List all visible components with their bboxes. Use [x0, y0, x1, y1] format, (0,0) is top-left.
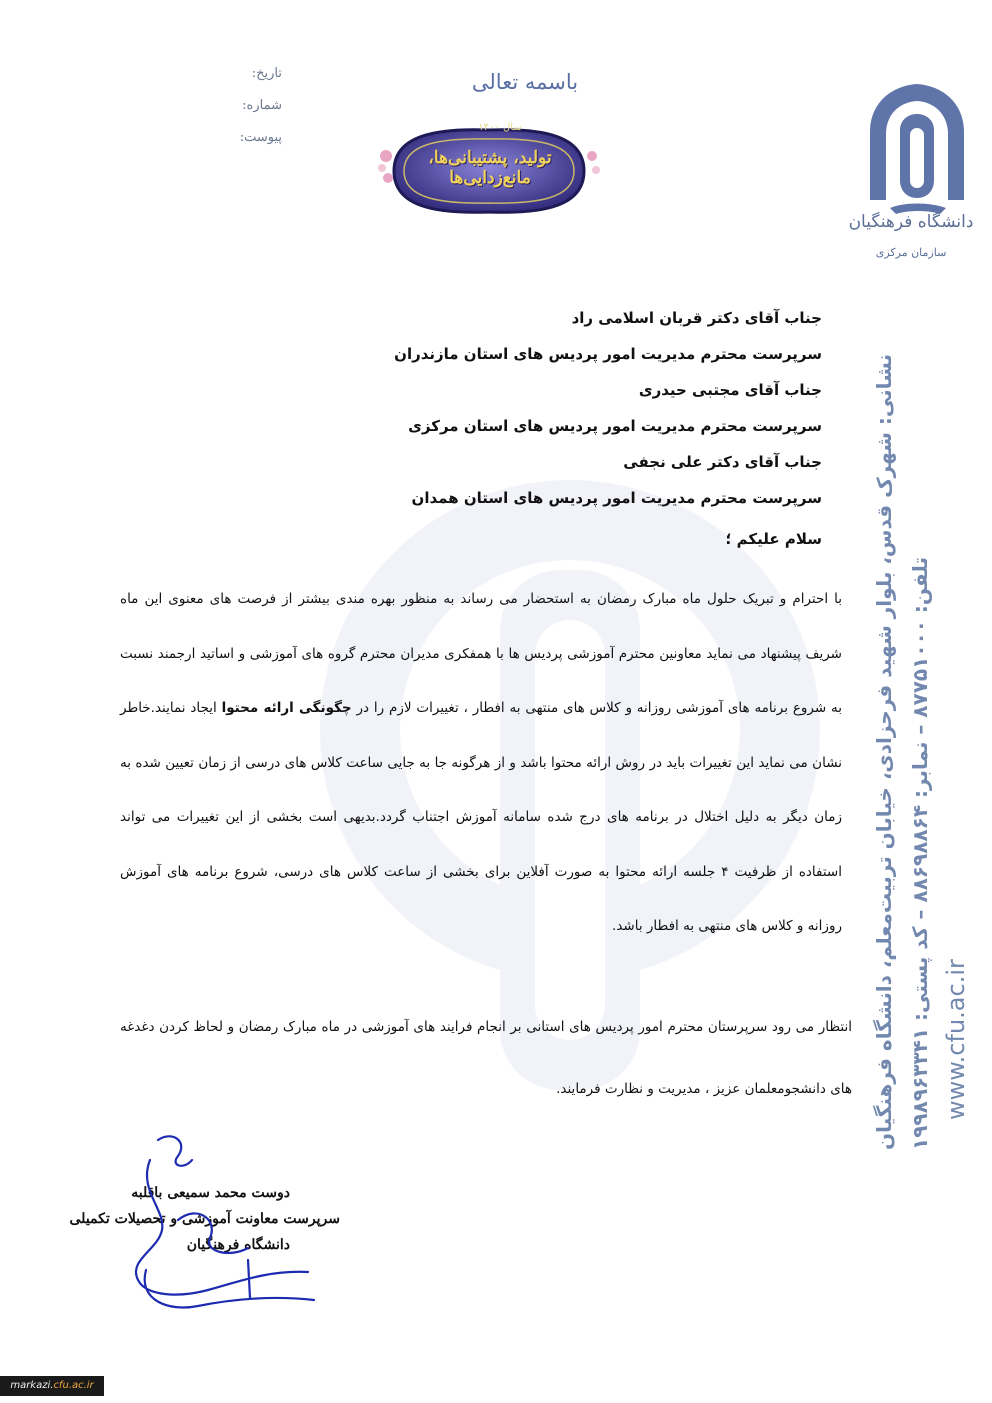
body-paragraph — [120, 572, 842, 954]
body-text-part1: با احترام و تبریک حلول ماه مبارک رمضان به استحضار می رساند به منظور بهره مندی بیشتر از فرصت های معنوی این ماه شریف پیشنهاد می نماید معاونین محترم آموزشی پردیس ها با همفکری مدیران محترم گروه های آموزشی و اساتید ارجمند نسبت به شروع برنامه های آموزشی روزانه و کلاس های منتهی به افطار ، تغییرات لازم را در — [120, 591, 842, 716]
recipient-name: جناب آقای دکتر قربان اسلامی راد — [571, 309, 822, 327]
source-tag — [0, 1376, 104, 1396]
address-strip — [856, 270, 978, 1150]
recipient-title: سرپرست محترم مدیریت امور پردیس های استان مرکزی — [408, 417, 822, 435]
website-url: www.cfu.ac.ir — [942, 959, 970, 1120]
recipient-title: سرپرست محترم مدیریت امور پردیس های استان مازندران — [394, 345, 822, 363]
number-label: شماره: — [242, 98, 282, 113]
letter-meta — [222, 64, 282, 160]
phone-line: تلفن: ۸۷۷۵۱۰۰۰ – نمابر: ۸۸۶۹۸۸۶۴ – کد پستی: ۱۹۹۸۹۶۳۳۴۱ — [908, 557, 932, 1150]
body-emphasis: چگونگی ارائه محتوا — [221, 700, 352, 716]
signature-block — [69, 1180, 340, 1258]
recipient-name: جناب آقای مجتبی حیدری — [638, 381, 822, 399]
date-label: تاریخ: — [251, 66, 282, 81]
greeting: سلام علیکم ؛ — [725, 530, 822, 548]
banner-slogan: تولید، پشتیبانی‌ها، مانع‌زدایی‌ها — [428, 148, 552, 188]
address-strip-text — [866, 270, 978, 1150]
logo-subtitle: سازمان مرکزی — [875, 246, 947, 259]
logo-name: دانشگاه فرهنگیان — [848, 212, 974, 232]
address-line: نشانی: شهرک قدس، بلوار شهید فرحزادی، خیابان تربیت‌معلم، دانشگاه فرهنگیان — [872, 354, 896, 1150]
signer-organization: دانشگاه فرهنگیان — [186, 1237, 290, 1253]
closing-paragraph: انتظار می رود سرپرستان محترم امور پردیس های استانی بر انجام فرایند های آموزشی در ماه مبارک رمضان و لحاظ کردن دغدغه های دانشجومعلمان عزیز ، مدیریت و نظارت فرمایند. — [120, 1019, 852, 1097]
signer-title: سرپرست معاونت آموزشی و تحصیلات تکمیلی — [69, 1211, 340, 1227]
attachment-label: پیوست: — [239, 130, 282, 145]
invocation: باسمه تعالی — [471, 70, 579, 94]
recipient-name: جناب آقای دکتر علی نجفی — [623, 453, 822, 471]
signer-name: دوست محمد سمیعی باقلبه — [131, 1185, 290, 1201]
banner-year: سال ۱۴۰۰ — [478, 122, 522, 133]
recipients-block — [394, 300, 822, 516]
body-text-part2: ایجاد نمایند.خاطر نشان می نماید این تغییرات باید در روش ارائه محتوا باشد و از هرگونه جا به جایی ساعت کلاس های درسی از زمان تعیین شده به زمان دیگر به دلیل اختلال در برنامه های درج شده سامانه آموزش اجتناب گردد.بدیهی است بخشی از این تغییرات می تواند استفاده از ظرفیت ۴ جلسه ارائه محتوا به صورت آفلاین برای بخشی از ساعت کلاس های درسی، شروع برنامه های آموزش روزانه و کلاس های منتهی به افطار باشد. — [120, 700, 842, 934]
source-tag-domain: cfu.ac.ir — [53, 1380, 94, 1391]
source-tag-prefix: markazi. — [10, 1380, 54, 1391]
recipient-title: سرپرست محترم مدیریت امور پردیس های استان همدان — [411, 489, 822, 507]
